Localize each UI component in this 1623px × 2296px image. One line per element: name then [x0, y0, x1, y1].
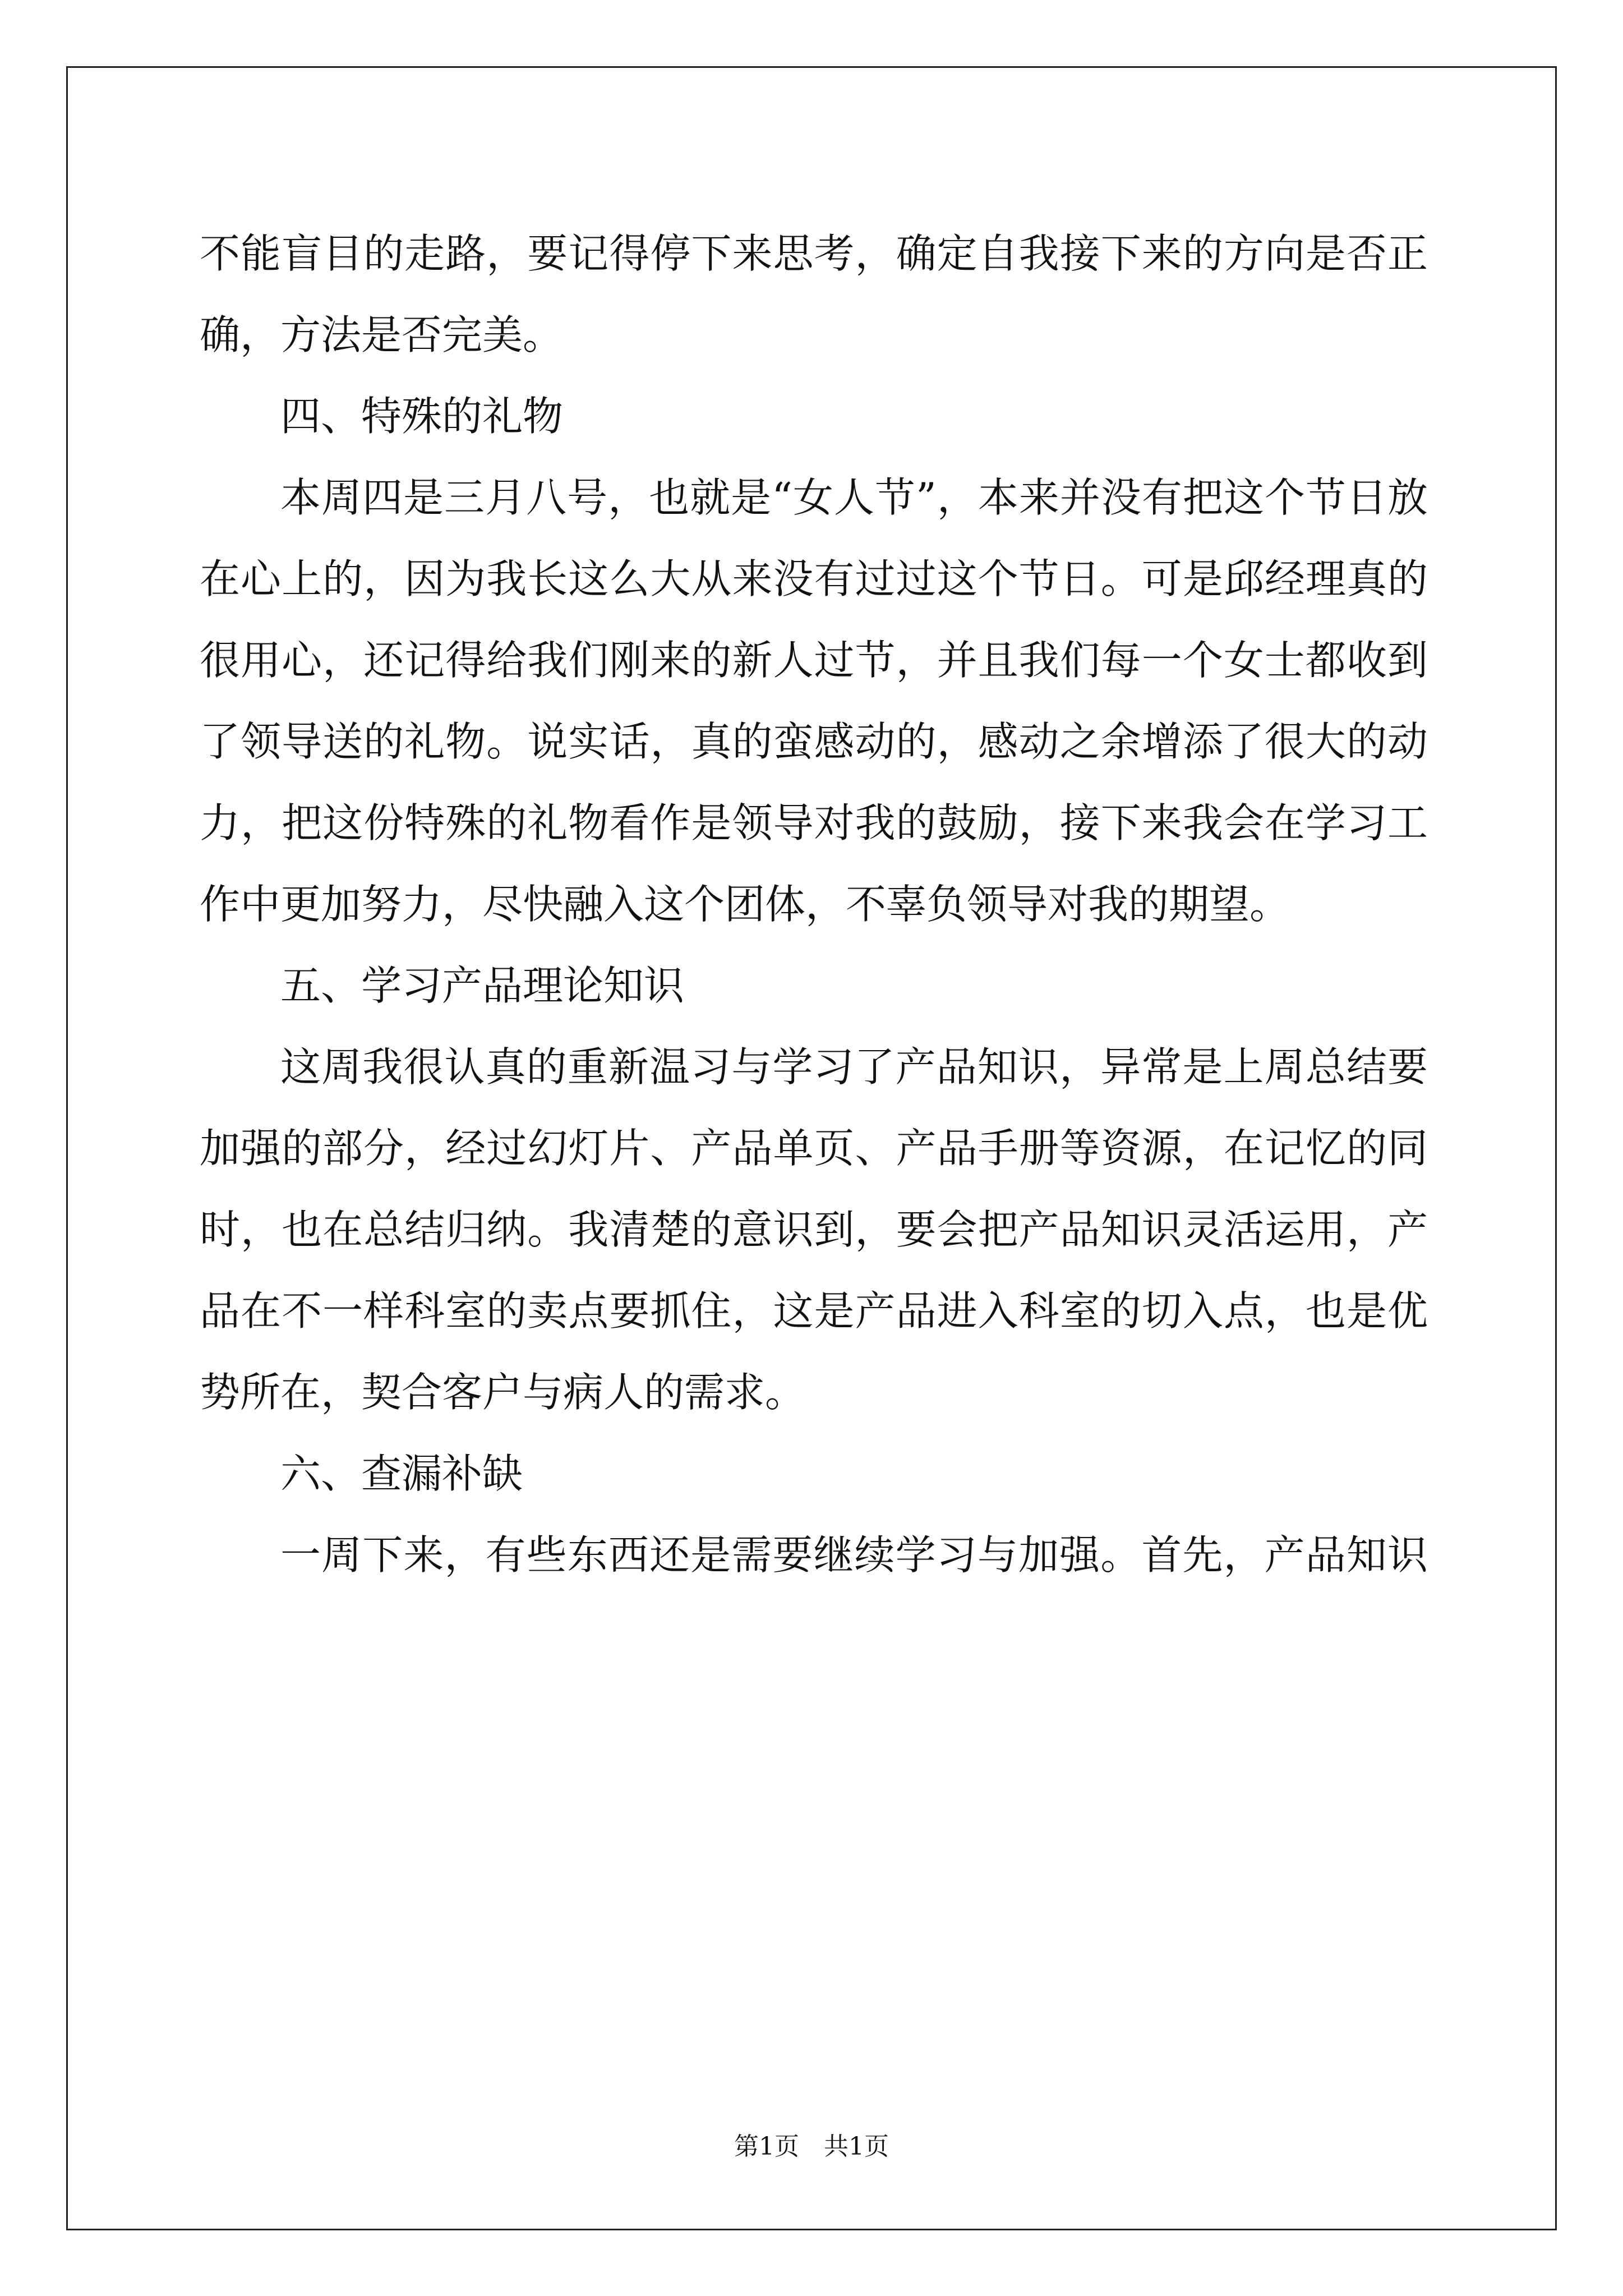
text-line: 不能盲目的走路，要记得停下来思考，确定自我接下来的方向是否正: [200, 230, 1428, 277]
text-line: 加强的部分，经过幻灯片、产品单页、产品手册等资源，在记忆的同: [200, 1125, 1428, 1172]
section-heading: 四、特殊的礼物: [280, 393, 564, 440]
text-line: 很用心，还记得给我们刚来的新人过节，并且我们每一个女士都收到: [200, 637, 1428, 684]
text-line: 了领导送的礼物。说实话，真的蛮感动的，感动之余增添了很大的动: [200, 718, 1428, 765]
section-heading: 六、查漏补缺: [280, 1450, 523, 1497]
text-line: 品在不一样科室的卖点要抓住，这是产品进入科室的切入点，也是优: [200, 1287, 1428, 1335]
page-footer: 第1页 共1页: [734, 2132, 889, 2161]
text-line: 本周四是三月八号，也就是“女人节”，本来并没有把这个节日放: [280, 474, 1428, 521]
text-line: 力，把这份特殊的礼物看作是领导对我的鼓励，接下来我会在学习工: [200, 799, 1428, 846]
document-body: [200, 213, 1428, 1596]
section-heading: 五、学习产品理论知识: [280, 962, 685, 1009]
text-line: 在心上的，因为我长这么大从来没有过过这个节日。可是邱经理真的: [200, 555, 1428, 602]
text-line: 这周我很认真的重新温习与学习了产品知识，异常是上周总结要: [280, 1043, 1428, 1091]
text-line: 作中更加努力，尽快融入这个团体，不辜负领导对我的期望。: [200, 881, 1290, 928]
text-line: 确，方法是否完美。: [200, 311, 564, 358]
text-line: 时，也在总结归纳。我清楚的意识到，要会把产品知识灵活运用，产: [200, 1206, 1428, 1253]
text-line: 一周下来，有些东西还是需要继续学习与加强。首先，产品知识: [280, 1531, 1428, 1579]
text-line: 势所在，契合客户与病人的需求。: [200, 1369, 806, 1416]
